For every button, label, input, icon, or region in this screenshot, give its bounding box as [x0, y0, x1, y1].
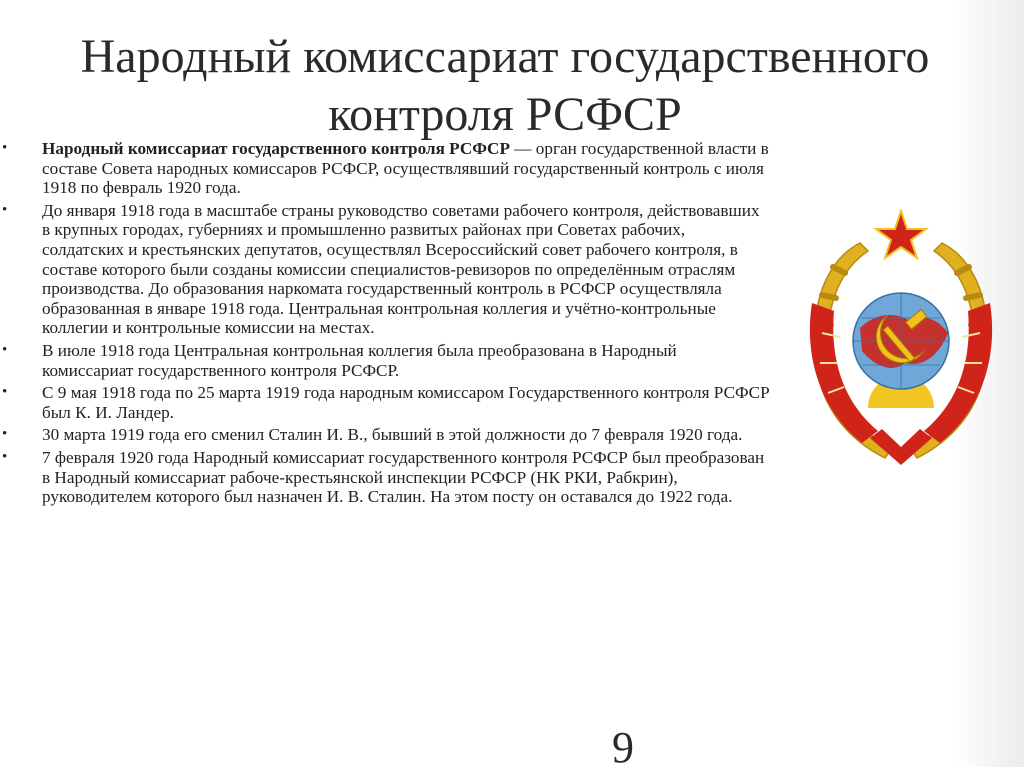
- bullet-item: [0, 201, 770, 338]
- soviet-state-emblem-icon: [800, 203, 1002, 471]
- bullet-bold-text: Народный комиссариат государственного контроля РСФСР: [42, 139, 510, 158]
- bullet-text: С 9 мая 1918 года по 25 марта 1919 года народным комиссаром Государственного контроля РСФСР был К. И. Ландер.: [42, 383, 770, 422]
- bullet-text: — орган государственной власти в составе Совета народных комиссаров РСФСР, осуществлявший государственный контроль с июля 1918 по февраль 1920 года.: [42, 139, 769, 198]
- bullet-list: [0, 139, 770, 510]
- bullet-dot: •: [2, 448, 8, 465]
- bullet-text: 30 марта 1919 года его сменил Сталин И. В., бывший в этой должности до 7 февраля 1920 года.: [42, 425, 743, 445]
- bullet-dot: •: [2, 201, 8, 218]
- bullet-dot: •: [2, 426, 8, 443]
- bullet-dot: •: [2, 384, 8, 401]
- bullet-dot: •: [2, 341, 8, 358]
- bullet-item: [0, 448, 770, 507]
- bullet-text: В июле 1918 года Центральная контрольная коллегия была преобразована в Народный комиссариат государственного контроля РСФСР.: [42, 340, 677, 380]
- bullet-item: [0, 341, 770, 380]
- page-number: 9: [612, 723, 634, 772]
- bullet-item: [0, 383, 770, 422]
- red-star-icon: [876, 211, 926, 258]
- bullet-item: [0, 139, 770, 198]
- bullet-dot: •: [2, 140, 8, 156]
- bullet-text: До января 1918 года в масштабе страны руководство советами рабочего контроля, действовавших в крупных городах, губерниях и промышленно развитых районах при Советах рабочих, солдатских и крестьянских депутатов, осуществлял Всероссийский совет рабочего контроля, в составе которого были созданы комиссии специалистов-ревизоров по определённым отраслям производства. До образования наркомата государственный контроль в РСФСР осуществляла образованная в январе 1918 года. Центральная контрольная коллегия и учётно-контрольные коллегии и контрольные комиссии на местах.: [42, 200, 760, 338]
- bullet-text: 7 февраля 1920 года Народный комиссариат государственного контроля РСФСР был преобразован в Народный комиссариат рабоче-крестьянской инспекции РСФСР (НК РКИ, Рабкрин), руководителем которого был назначен И. В. Сталин. На этом посту он оставался до 1922 года.: [42, 447, 765, 507]
- bullet-item: [0, 425, 770, 445]
- slide-title: Народный комиссариат государственного контроля РСФСР: [80, 30, 930, 141]
